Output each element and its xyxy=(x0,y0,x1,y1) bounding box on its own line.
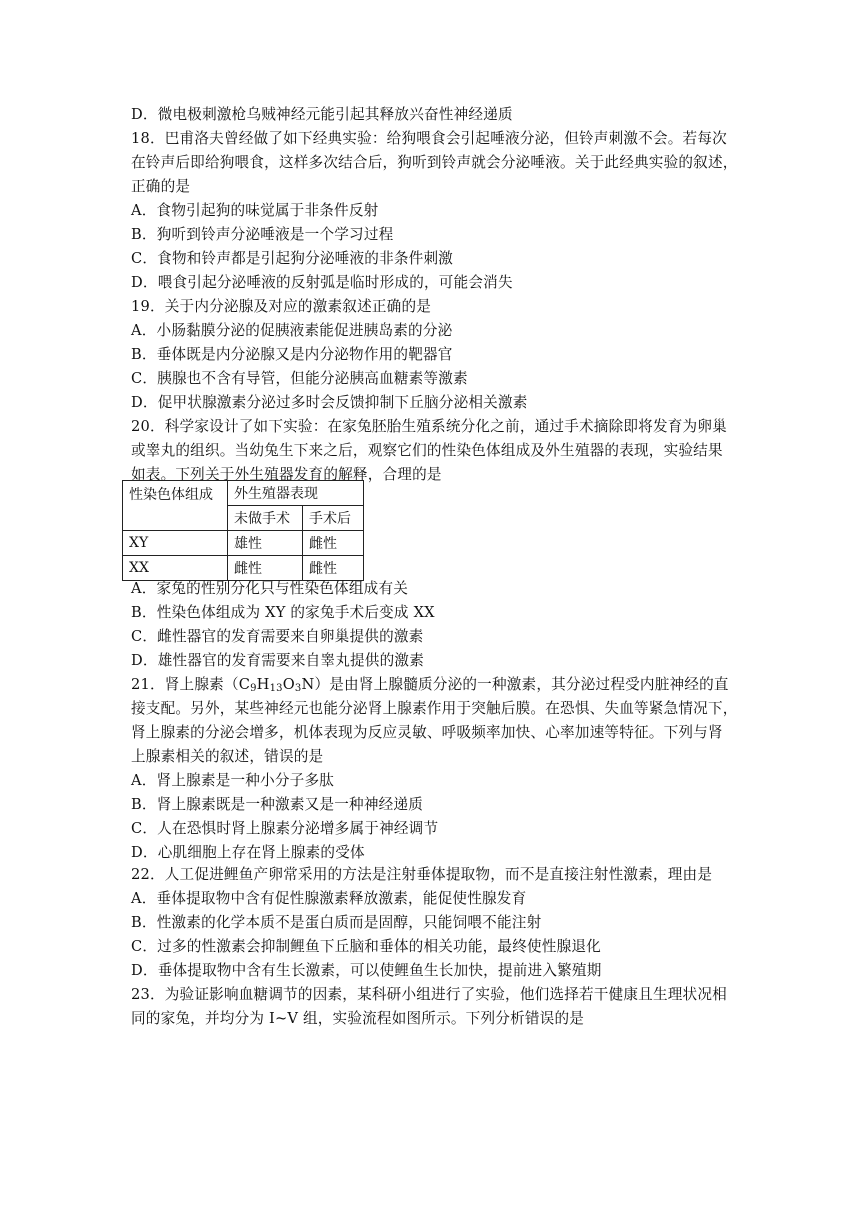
table-row xyxy=(123,556,364,581)
q22-option-a: A．垂体提取物中含有促性腺激素释放激素，能促使性腺发育 xyxy=(131,890,527,907)
cell-after-surgery: 雌性 xyxy=(303,531,364,556)
header-external-genitalia: 外生殖器表现 xyxy=(228,481,364,506)
q20-results-table xyxy=(122,480,364,581)
q21-stem-line-4: 上腺素相关的叙述，错误的是 xyxy=(131,748,324,765)
q21-stem-line-2: 接支配。另外，某些神经元也能分泌肾上腺素作用于突触后膜。在恐惧、失血等紧急情况下， xyxy=(131,700,738,717)
q18-option-b: B．狗听到铃声分泌唾液是一个学习过程 xyxy=(131,226,394,243)
q19-stem: 19．关于内分泌腺及对应的激素叙述正确的是 xyxy=(131,298,432,315)
q21-option-c: C．人在恐惧时肾上腺素分泌增多属于神经调节 xyxy=(131,820,439,837)
q21-stem-suffix: N）是由肾上腺髓质分泌的一种激素，其分泌过程受内脏神经的直 xyxy=(301,676,729,693)
q20-stem-line-1: 20．科学家设计了如下实验：在家兔胚胎生殖系统分化之前，通过手术摘除即将发育为卵巢 xyxy=(131,418,727,435)
q19-option-d: D．促甲状腺激素分泌过多时会反馈抑制下丘脑分泌相关激素 xyxy=(131,394,528,411)
q23-stem-line-2: 同的家兔，并均分为 I~V 组，实验流程如图所示。下列分析错误的是 xyxy=(131,1010,585,1027)
q20-option-a: A．家兔的性别分化只与性染色体组成有关 xyxy=(131,580,409,597)
q22-option-c: C．过多的性激素会抑制鲤鱼下丘脑和垂体的相关功能，最终使性腺退化 xyxy=(131,938,601,955)
q20-option-c: C．雌性器官的发育需要来自卵巢提供的激素 xyxy=(131,628,424,645)
header-chromosome: 性染色体组成 xyxy=(123,481,228,531)
q21-stem-line-3: 肾上腺素的分泌会增多，机体表现为反应灵敏、呼吸频率加快、心率加速等特征。下列与肾 xyxy=(131,724,723,741)
q20-stem-line-2: 或睾丸的组织。当幼兔生下来之后，观察它们的性染色体组成及外生殖器的表现，实验结果 xyxy=(131,442,723,459)
q21-stem-prefix: 21．肾上腺素（C xyxy=(131,676,251,693)
q18-option-c: C．食物和铃声都是引起狗分泌唾液的非条件刺激 xyxy=(131,250,454,267)
q17-option-d: D．微电极刺激枪乌贼神经元能引起其释放兴奋性神经递质 xyxy=(131,106,513,123)
header-after-surgery: 手术后 xyxy=(303,506,364,531)
q21-option-b: B．肾上腺素既是一种激素又是一种神经递质 xyxy=(131,796,424,813)
q23-stem-line-1: 23．为验证影响血糖调节的因素，某科研小组进行了实验，他们选择若干健康且生理状况相 xyxy=(131,986,727,1003)
q20-option-d: D．雄性器官的发育需要来自睾丸提供的激素 xyxy=(131,652,424,669)
subscript-9: 9 xyxy=(250,683,257,694)
q21-option-d: D．心肌细胞上存在肾上腺素的受体 xyxy=(131,844,365,861)
cell-no-surgery: 雌性 xyxy=(228,556,303,581)
subscript-13: 13 xyxy=(269,683,283,694)
cell-chromosome: XX xyxy=(123,556,228,581)
q19-option-c: C．胰腺也不含有导管，但能分泌胰高血糖素等激素 xyxy=(131,370,468,387)
cell-no-surgery: 雄性 xyxy=(228,531,303,556)
table-row xyxy=(123,531,364,556)
q21-option-a: A．肾上腺素是一种小分子多肽 xyxy=(131,772,335,789)
q19-option-a: A．小肠黏膜分泌的促胰液素能促进胰岛素的分泌 xyxy=(131,322,453,339)
q21-stem-line-1 xyxy=(131,676,741,698)
formula-o: O xyxy=(282,676,295,693)
q22-option-b: B．性激素的化学本质不是蛋白质而是固醇，只能饲喂不能注射 xyxy=(131,914,542,931)
q18-stem-line-2: 在铃声后即给狗喂食，这样多次结合后，狗听到铃声就会分泌唾液。关于此经典实验的叙述， xyxy=(131,154,738,171)
q20-stem-line-3: 如表。下列关于外生殖器发育的解释，合理的是 xyxy=(131,466,442,483)
cell-after-surgery: 雌性 xyxy=(303,556,364,581)
q20-option-b: B．性染色体组成为 XY 的家兔手术后变成 XX xyxy=(131,604,435,621)
q18-stem-line-3: 正确的是 xyxy=(131,178,191,195)
formula-h: H xyxy=(256,676,270,693)
subscript-3: 3 xyxy=(294,683,302,694)
q22-option-d: D．垂体提取物中含有生长激素，可以使鲤鱼生长加快，提前进入繁殖期 xyxy=(131,962,602,979)
header-no-surgery: 未做手术 xyxy=(228,506,303,531)
q19-option-b: B．垂体既是内分泌腺又是内分泌物作用的靶器官 xyxy=(131,346,453,363)
q22-stem: 22．人工促进鲤鱼产卵常采用的方法是注射垂体提取物，而不是直接注射性激素，理由是 xyxy=(131,866,713,883)
cell-chromosome: XY xyxy=(123,531,228,556)
q18-option-a: A．食物引起狗的味觉属于非条件反射 xyxy=(131,202,379,219)
q18-stem-line-1: 18．巴甫洛夫曾经做了如下经典实验：给狗喂食会引起唾液分泌，但铃声刺激不会。若每次 xyxy=(131,130,727,147)
q18-option-d: D．喂食引起分泌唾液的反射弧是临时形成的，可能会消失 xyxy=(131,274,513,291)
